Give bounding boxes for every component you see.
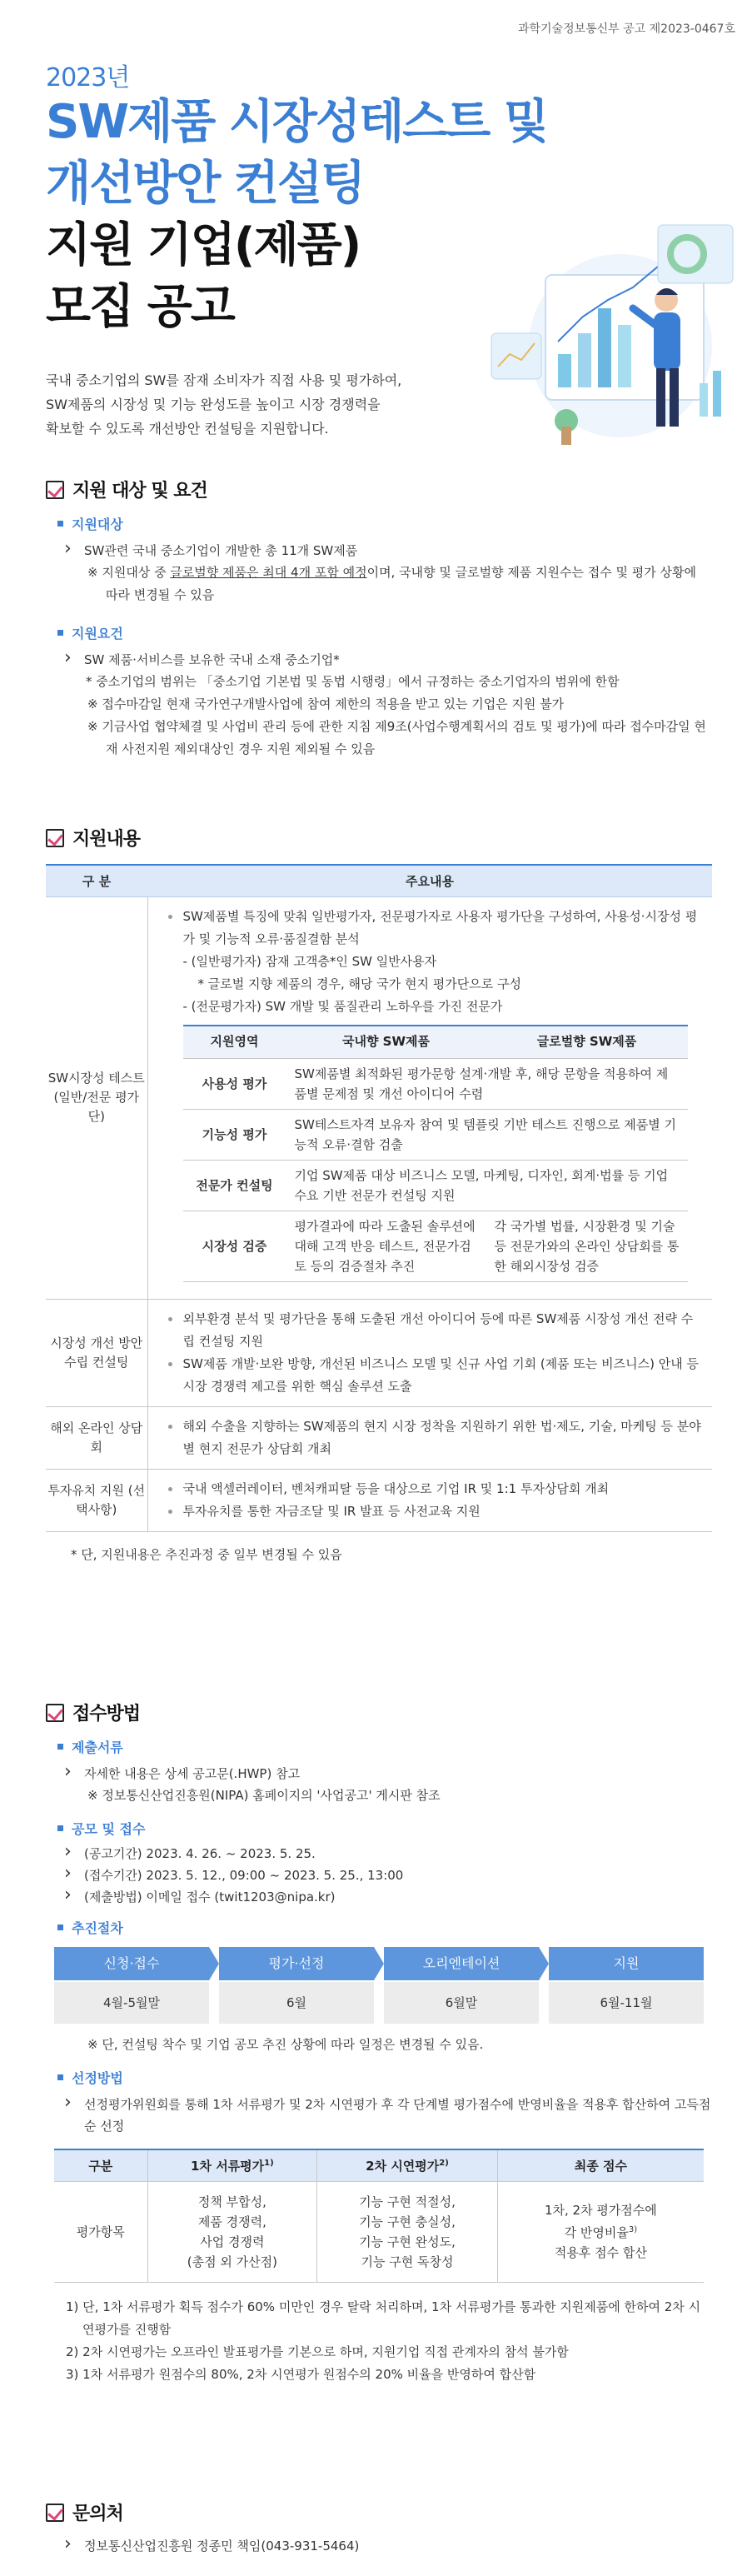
notice-number: 과학기술정보통신부 공고 제2023-0467호: [517, 22, 735, 36]
table-row: 투자유치 지원 (선택사항) 국내 액셀러레이터, 벤처캐피탈 등을 대상으로 기업 IR 및 1:1 투자상담회 개최 투자유치를 통한 자금조달 및 IR 발표 등 사전교육 지원: [46, 1470, 712, 1532]
table-header: 글로벌향 SW제품: [486, 1026, 688, 1059]
evaluation-table: [54, 2149, 704, 2283]
list-item: › (접수기간) 2023. 5. 12., 09:00 ~ 2023. 5. 25., 13:00: [46, 1865, 712, 1886]
section-heading: 지원 대상 및 요건: [46, 477, 712, 502]
table-row: SW시장성 테스트 (일반/전문 평가단) SW제품별 특징에 맞춰 일반평가자, 전문평가자로 사용자 평가단을 구성하여, 사용성·시장성 평가 및 기능적 오류·품질결함 분석 - (일반평가자) 잠재 고객층*인 SW 일반사용자 * 글로벌 지향 제품의 경우, 해당 국가 현지 평가단으로 구성 - (전문평가자) SW 개발 및 품질관리 노하우를 가진 전문가 지원영역 국내향 SW제품 글로벌향 SW제품 사용성 평가 SW제품별 최적화된 평가문항 설계·개발 후, 해당 문항을 적용하여 제품별 문제점 및 개선 아이디어 수렴 기능성 평가 SW테스트자격 보유자 참여 및 템플릿 기반 테스트 진행으로 제품별 기능적 오류·결함 검출 전문가 컨설팅 기업 SW제품 대상 비즈니스 모델, 마케팅, 디자인, 회계·법률 등 기업 수요 기반 전문가 컨설팅 지원 시장성 검증 평가결과에 따라 도출된 솔루션에 대해 고객 반응 테스트, 전문가검토 등의 검증절차 추진 각 국가별 법률, 시장환경 및 기술 등 전문가와의 온라인 상담회를 통한 해외시장성 검증: [46, 896, 712, 1300]
note: ※ 지원대상 중 글로벌향 제품은 최대 4개 포함 예정이며, 국내향 및 글로벌향 제품 지원수는 접수 및 평가 상황에 따라 변경될 수 있음: [87, 565, 697, 602]
process-step: 신청·접수 4월-5월말: [54, 1947, 209, 2024]
checkbox-icon: [46, 829, 64, 847]
table-row: 전문가 컨설팅 기업 SW제품 대상 비즈니스 모델, 마케팅, 디자인, 회계·법률 등 기업 수요 기반 전문가 컨설팅 지원: [183, 1161, 688, 1211]
table-header: 1차 서류평가$^{1)}$: [147, 2149, 317, 2181]
list-item: › SW 제품·서비스를 보유한 국내 소재 중소기업*: [46, 649, 712, 671]
intro-text: 국내 중소기업의 SW를 잠재 소비자가 직접 사용 및 평가하여, SW제품의 시장성 및 기능 완성도를 높이고 시장 경쟁력을 확보할 수 있도록 개선방안 컨설팅을 지원합니다.: [46, 372, 402, 437]
table-row: 평가항목 정책 부합성, 제품 경쟁력, 사업 경쟁력 (총점 외 가산점) 기능 구현 적절성, 기능 구현 충실성, 기능 구현 완성도, 기능 구현 독창성 1차, 2차 평가점수에 각 반영비율$^{3)}$ 적용후 점수 합산: [54, 2181, 704, 2282]
table-row: 시장성 개선 방안 수립 컨설팅 외부환경 분석 및 평가단을 통해 도출된 개선 아이디어 등에 따른 SW제품 시장성 개선 전략 수립 컨설팅 지원 SW제품 개발·보완 방향, 개선된 비즈니스 모델 및 신규 사업 기회 (제품 또는 비즈니스) 안내 등 시장 경쟁력 제고를 위한 핵심 솔루션 도출: [46, 1300, 712, 1407]
list-item: › (공고기간) 2023. 4. 26. ~ 2023. 5. 25.: [46, 1843, 712, 1865]
note: * 중소기업의 범위는 「중소기업 기본법 및 동법 시행령」에서 규정하는 중소기업자의 범위에 한함: [86, 674, 620, 689]
sub-heading: 추진절차: [46, 1918, 712, 1937]
sub-heading: 제출서류: [46, 1737, 712, 1756]
hero-year: 2023년: [46, 63, 130, 92]
footnote: * 단, 지원내용은 추진과정 중 일부 변경될 수 있음: [71, 1547, 342, 1562]
section-heading: 접수방법: [46, 1700, 712, 1725]
title-line-2: 개선방안 컨설팅: [46, 157, 365, 211]
list-item: › SW관련 국내 중소기업이 개발한 총 11개 SW제품: [46, 540, 712, 562]
table-row: 사용성 평가 SW제품별 최적화된 평가문항 설계·개발 후, 해당 문항을 적용하여 제품별 문제점 및 개선 아이디어 수렴: [183, 1059, 688, 1110]
table-header: 최종 점수: [497, 2149, 704, 2181]
table-row: 기능성 평가 SW테스트자격 보유자 참여 및 템플릿 기반 테스트 진행으로 제품별 기능적 오류·결함 검출: [183, 1110, 688, 1161]
section-contact: [46, 2499, 712, 2557]
section-target: [46, 477, 712, 761]
table-header: 2차 시연평가$^{2)}$: [317, 2149, 497, 2181]
hero: [0, 0, 752, 367]
sub-heading: 지원요건: [46, 623, 712, 642]
note: ※ 정보통신산업진흥원(NIPA) 홈페이지의 '사업공고' 게시판 참조: [87, 1788, 441, 1803]
note: ※ 단, 컨설팅 착수 및 기업 공모 추진 상황에 따라 일정은 변경될 수 있음.: [87, 2037, 484, 2052]
checkbox-icon: [46, 481, 64, 499]
section-apply: [46, 1700, 712, 2386]
table-header: 국내향 SW제품: [286, 1026, 486, 1059]
note: ※ 기금사업 협약체결 및 사업비 관리 등에 관한 지침 제9조(사업수행계획서의 검토 및 평가)에 따라 접수마감일 현재 사전지원 제외대상인 경우 지원 제외될 수 있음: [87, 719, 706, 756]
row-category: 투자유치 지원 (선택사항): [46, 1470, 147, 1532]
checkbox-icon: [46, 1704, 64, 1722]
table-header: 지원영역: [183, 1026, 286, 1059]
support-area-table: [183, 1025, 688, 1283]
list-item: › (제출방법) 이메일 접수 (twit1203@nipa.kr): [46, 1886, 712, 1908]
row-category: SW시장성 테스트 (일반/전문 평가단): [46, 896, 147, 1300]
table-header: 주요내용: [147, 865, 712, 896]
title-line-4: 모집 공고: [46, 280, 234, 334]
checkbox-icon: [46, 2504, 64, 2522]
content-table: [46, 864, 712, 1532]
table-row: 시장성 검증 평가결과에 따라 도출된 솔루션에 대해 고객 반응 테스트, 전문가검토 등의 검증절차 추진 각 국가별 법률, 시장환경 및 기술 등 전문가와의 온라인 상담회를 통한 해외시장성 검증: [183, 1211, 688, 1282]
sub-heading: 지원대상: [46, 514, 712, 533]
list-item: › 선정평가위원회를 통해 1차 서류평가 및 2차 시연평가 후 각 단계별 평가점수에 반영비율을 적용후 합산하여 고득점순 선정: [46, 2094, 712, 2137]
row-category: 해외 온라인 상담회: [46, 1407, 147, 1470]
list-item: › 자세한 내용은 상세 공고문(.HWP) 참고: [46, 1763, 712, 1785]
table-header: 구분: [54, 2149, 147, 2181]
sub-heading: 공모 및 접수: [46, 1819, 712, 1838]
process-step: 오리엔테이션 6월말: [384, 1947, 539, 2024]
title-line-1: SW제품 시장성테스트 및: [46, 95, 547, 149]
contact-info: › 정보통신산업진흥원 정종민 책임(043-931-5464): [46, 2535, 712, 2557]
sub-heading: 선정방법: [46, 2068, 712, 2087]
section-heading: 문의처: [46, 2499, 712, 2525]
row-category: 시장성 개선 방안 수립 컨설팅: [46, 1300, 147, 1407]
table-row: 해외 온라인 상담회 해외 수출을 지향하는 SW제품의 현지 시장 정착을 지원하기 위한 법·제도, 기술, 마케팅 등 분야별 현지 전문가 상담회 개최: [46, 1407, 712, 1470]
title-line-3: 지원 기업(제품): [46, 218, 361, 272]
evaluation-notes: 1) 단, 1차 서류평가 획득 점수가 60% 미만인 경우 탈락 처리하며, 1차 서류평가를 통과한 지원제품에 한하여 2차 시연평가를 진행함 2) 2차 시연평가는 오프라인 발표평가를 기본으로 하며, 지원기업 직접 관계자의 참석 불가함 3) 1차 서류평가 원점수의 80%, 2차 시연평가 원점수의 20% 비율을 반영하여 합산함: [66, 2299, 701, 2382]
section-content: [46, 825, 712, 1563]
section-heading: 지원내용: [46, 825, 712, 851]
table-header: 구 분: [46, 865, 147, 896]
note: ※ 접수마감일 현재 국가연구개발사업에 참여 제한의 적용을 받고 있는 기업은 지원 불가: [87, 696, 565, 711]
process-step: 평가·선정 6월: [219, 1947, 374, 2024]
process-steps: [54, 1947, 712, 2024]
process-step: 지원 6월-11월: [549, 1947, 704, 2024]
